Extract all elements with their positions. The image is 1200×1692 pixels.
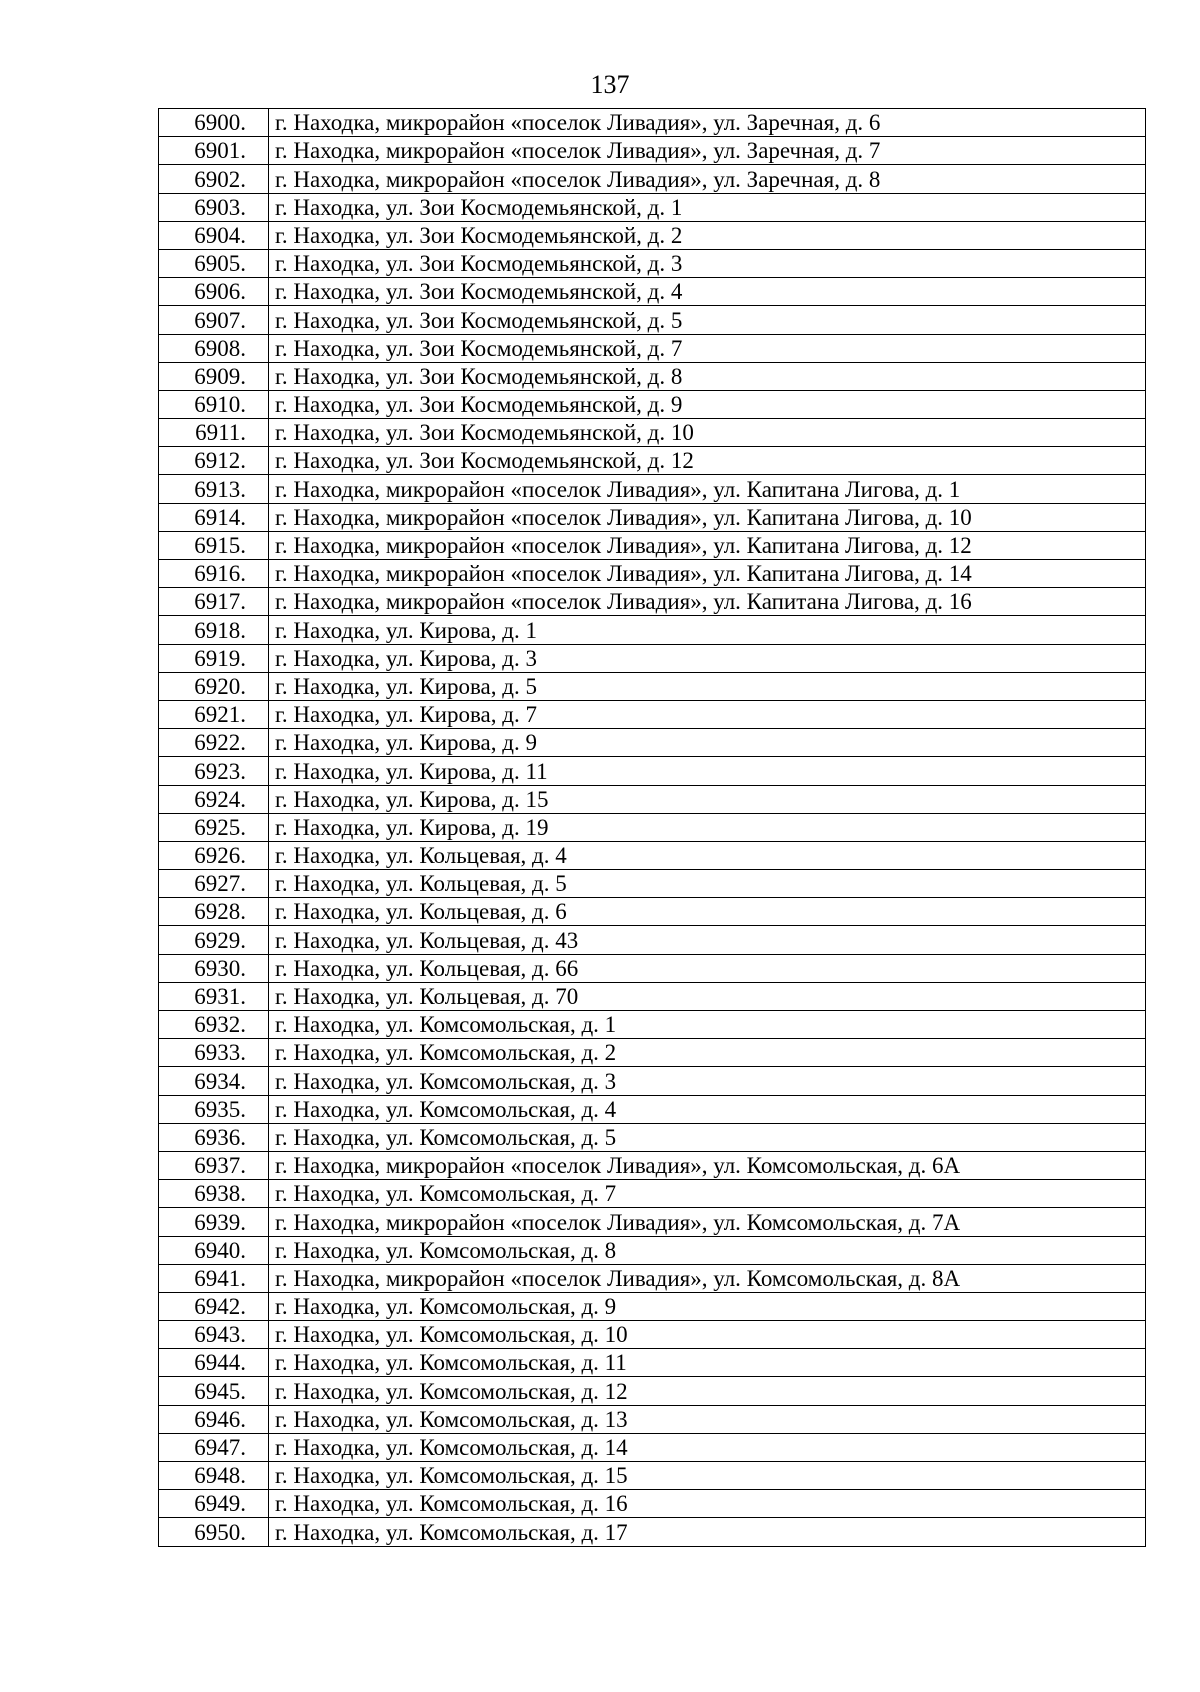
- row-number-cell: 6944.: [159, 1349, 269, 1377]
- row-number-cell: 6903.: [159, 193, 269, 221]
- row-number-cell: 6936.: [159, 1123, 269, 1151]
- row-number-cell: 6924.: [159, 785, 269, 813]
- row-number-cell: 6914.: [159, 503, 269, 531]
- address-cell: г. Находка, ул. Зои Космодемьянской, д. 4: [269, 278, 1146, 306]
- row-number-cell: 6938.: [159, 1180, 269, 1208]
- table-row: [159, 1518, 1146, 1546]
- table-row: [159, 1039, 1146, 1067]
- address-cell: г. Находка, ул. Зои Космодемьянской, д. 1: [269, 193, 1146, 221]
- table-row: [159, 221, 1146, 249]
- table-row: [159, 757, 1146, 785]
- address-cell: г. Находка, микрорайон «поселок Ливадия», ул. Капитана Лигова, д. 12: [269, 531, 1146, 559]
- row-number-cell: 6906.: [159, 278, 269, 306]
- address-registry-table: [158, 108, 1146, 1547]
- table-row: [159, 785, 1146, 813]
- row-number-cell: 6908.: [159, 334, 269, 362]
- table-row: [159, 503, 1146, 531]
- address-cell: г. Находка, ул. Комсомольская, д. 5: [269, 1123, 1146, 1151]
- address-cell: г. Находка, микрорайон «поселок Ливадия», ул. Заречная, д. 7: [269, 137, 1146, 165]
- row-number-cell: 6917.: [159, 588, 269, 616]
- table-row: [159, 390, 1146, 418]
- table-row: [159, 1067, 1146, 1095]
- address-cell: г. Находка, ул. Зои Космодемьянской, д. 10: [269, 419, 1146, 447]
- row-number-cell: 6928.: [159, 898, 269, 926]
- row-number-cell: 6930.: [159, 954, 269, 982]
- table-row: [159, 1236, 1146, 1264]
- row-number-cell: 6935.: [159, 1095, 269, 1123]
- address-cell: г. Находка, ул. Зои Космодемьянской, д. 9: [269, 390, 1146, 418]
- address-cell: г. Находка, ул. Кирова, д. 7: [269, 700, 1146, 728]
- address-cell: г. Находка, ул. Комсомольская, д. 9: [269, 1292, 1146, 1320]
- row-number-cell: 6909.: [159, 362, 269, 390]
- row-number-cell: 6919.: [159, 644, 269, 672]
- row-number-cell: 6948.: [159, 1462, 269, 1490]
- address-cell: г. Находка, микрорайон «поселок Ливадия», ул. Капитана Лигова, д. 16: [269, 588, 1146, 616]
- address-cell: г. Находка, ул. Кольцевая, д. 43: [269, 926, 1146, 954]
- row-number-cell: 6902.: [159, 165, 269, 193]
- address-cell: г. Находка, ул. Кольцевая, д. 66: [269, 954, 1146, 982]
- row-number-cell: 6934.: [159, 1067, 269, 1095]
- table-row: [159, 1321, 1146, 1349]
- table-row: [159, 1151, 1146, 1179]
- address-cell: г. Находка, микрорайон «поселок Ливадия», ул. Капитана Лигова, д. 1: [269, 475, 1146, 503]
- row-number-cell: 6941.: [159, 1264, 269, 1292]
- address-cell: г. Находка, ул. Зои Космодемьянской, д. 5: [269, 306, 1146, 334]
- table-row: [159, 982, 1146, 1010]
- table-row: [159, 193, 1146, 221]
- table-row: [159, 137, 1146, 165]
- address-cell: г. Находка, ул. Кирова, д. 3: [269, 644, 1146, 672]
- table-row: [159, 278, 1146, 306]
- address-cell: г. Находка, ул. Комсомольская, д. 12: [269, 1377, 1146, 1405]
- row-number-cell: 6915.: [159, 531, 269, 559]
- address-cell: г. Находка, микрорайон «поселок Ливадия», ул. Комсомольская, д. 8А: [269, 1264, 1146, 1292]
- table-row: [159, 1180, 1146, 1208]
- address-cell: г. Находка, ул. Кирова, д. 1: [269, 616, 1146, 644]
- table-row: [159, 1405, 1146, 1433]
- row-number-cell: 6942.: [159, 1292, 269, 1320]
- row-number-cell: 6922.: [159, 729, 269, 757]
- row-number-cell: 6923.: [159, 757, 269, 785]
- row-number-cell: 6940.: [159, 1236, 269, 1264]
- address-cell: г. Находка, ул. Кольцевая, д. 5: [269, 870, 1146, 898]
- address-cell: г. Находка, ул. Комсомольская, д. 10: [269, 1321, 1146, 1349]
- row-number-cell: 6920.: [159, 672, 269, 700]
- address-cell: г. Находка, ул. Кирова, д. 11: [269, 757, 1146, 785]
- table-row: [159, 334, 1146, 362]
- table-row: [159, 165, 1146, 193]
- address-cell: г. Находка, ул. Комсомольская, д. 15: [269, 1462, 1146, 1490]
- table-row: [159, 1490, 1146, 1518]
- table-row: [159, 813, 1146, 841]
- table-row: [159, 644, 1146, 672]
- address-cell: г. Находка, ул. Зои Космодемьянской, д. 2: [269, 221, 1146, 249]
- table-row: [159, 926, 1146, 954]
- row-number-cell: 6904.: [159, 221, 269, 249]
- row-number-cell: 6911.: [159, 419, 269, 447]
- address-cell: г. Находка, ул. Кирова, д. 5: [269, 672, 1146, 700]
- address-cell: г. Находка, микрорайон «поселок Ливадия», ул. Капитана Лигова, д. 14: [269, 560, 1146, 588]
- table-row: [159, 954, 1146, 982]
- row-number-cell: 6925.: [159, 813, 269, 841]
- address-cell: г. Находка, ул. Кирова, д. 15: [269, 785, 1146, 813]
- table-row: [159, 1462, 1146, 1490]
- row-number-cell: 6937.: [159, 1151, 269, 1179]
- table-row: [159, 1123, 1146, 1151]
- row-number-cell: 6913.: [159, 475, 269, 503]
- row-number-cell: 6929.: [159, 926, 269, 954]
- table-row: [159, 475, 1146, 503]
- table-row: [159, 306, 1146, 334]
- table-row: [159, 616, 1146, 644]
- table-row: [159, 419, 1146, 447]
- row-number-cell: 6927.: [159, 870, 269, 898]
- table-row: [159, 531, 1146, 559]
- row-number-cell: 6945.: [159, 1377, 269, 1405]
- table-row: [159, 1208, 1146, 1236]
- address-cell: г. Находка, ул. Зои Космодемьянской, д. 8: [269, 362, 1146, 390]
- row-number-cell: 6943.: [159, 1321, 269, 1349]
- table-row: [159, 1264, 1146, 1292]
- address-cell: г. Находка, ул. Комсомольская, д. 3: [269, 1067, 1146, 1095]
- table-row: [159, 109, 1146, 137]
- table-row: [159, 1433, 1146, 1461]
- table-row: [159, 870, 1146, 898]
- row-number-cell: 6949.: [159, 1490, 269, 1518]
- address-cell: г. Находка, ул. Комсомольская, д. 11: [269, 1349, 1146, 1377]
- row-number-cell: 6933.: [159, 1039, 269, 1067]
- table-row: [159, 700, 1146, 728]
- table-row: [159, 588, 1146, 616]
- page-number: 137: [590, 70, 630, 99]
- address-cell: г. Находка, ул. Комсомольская, д. 17: [269, 1518, 1146, 1546]
- address-cell: г. Находка, ул. Комсомольская, д. 7: [269, 1180, 1146, 1208]
- address-cell: г. Находка, ул. Комсомольская, д. 4: [269, 1095, 1146, 1123]
- row-number-cell: 6947.: [159, 1433, 269, 1461]
- row-number-cell: 6901.: [159, 137, 269, 165]
- table-row: [159, 729, 1146, 757]
- row-number-cell: 6931.: [159, 982, 269, 1010]
- row-number-cell: 6905.: [159, 249, 269, 277]
- table-row: [159, 560, 1146, 588]
- address-cell: г. Находка, микрорайон «поселок Ливадия», ул. Комсомольская, д. 6А: [269, 1151, 1146, 1179]
- row-number-cell: 6932.: [159, 1011, 269, 1039]
- address-cell: г. Находка, микрорайон «поселок Ливадия», ул. Заречная, д. 8: [269, 165, 1146, 193]
- address-cell: г. Находка, ул. Комсомольская, д. 1: [269, 1011, 1146, 1039]
- row-number-cell: 6918.: [159, 616, 269, 644]
- row-number-cell: 6950.: [159, 1518, 269, 1546]
- address-cell: г. Находка, ул. Комсомольская, д. 8: [269, 1236, 1146, 1264]
- table-row: [159, 1377, 1146, 1405]
- row-number-cell: 6910.: [159, 390, 269, 418]
- row-number-cell: 6900.: [159, 109, 269, 137]
- table-row: [159, 672, 1146, 700]
- table-row: [159, 1011, 1146, 1039]
- address-cell: г. Находка, ул. Зои Космодемьянской, д. 7: [269, 334, 1146, 362]
- table-row: [159, 898, 1146, 926]
- address-cell: г. Находка, ул. Кольцевая, д. 6: [269, 898, 1146, 926]
- address-cell: г. Находка, ул. Зои Космодемьянской, д. 12: [269, 447, 1146, 475]
- row-number-cell: 6921.: [159, 700, 269, 728]
- address-cell: г. Находка, микрорайон «поселок Ливадия», ул. Заречная, д. 6: [269, 109, 1146, 137]
- address-cell: г. Находка, ул. Комсомольская, д. 16: [269, 1490, 1146, 1518]
- table-row: [159, 362, 1146, 390]
- table-row: [159, 1292, 1146, 1320]
- address-cell: г. Находка, ул. Кольцевая, д. 70: [269, 982, 1146, 1010]
- row-number-cell: 6907.: [159, 306, 269, 334]
- row-number-cell: 6916.: [159, 560, 269, 588]
- table-row: [159, 1095, 1146, 1123]
- address-cell: г. Находка, микрорайон «поселок Ливадия», ул. Комсомольская, д. 7А: [269, 1208, 1146, 1236]
- row-number-cell: 6939.: [159, 1208, 269, 1236]
- row-number-cell: 6946.: [159, 1405, 269, 1433]
- address-cell: г. Находка, ул. Кольцевая, д. 4: [269, 841, 1146, 869]
- address-cell: г. Находка, микрорайон «поселок Ливадия», ул. Капитана Лигова, д. 10: [269, 503, 1146, 531]
- row-number-cell: 6912.: [159, 447, 269, 475]
- address-cell: г. Находка, ул. Кирова, д. 19: [269, 813, 1146, 841]
- row-number-cell: 6926.: [159, 841, 269, 869]
- table-row: [159, 249, 1146, 277]
- address-cell: г. Находка, ул. Комсомольская, д. 14: [269, 1433, 1146, 1461]
- table-row: [159, 1349, 1146, 1377]
- table-row: [159, 447, 1146, 475]
- table-row: [159, 841, 1146, 869]
- address-cell: г. Находка, ул. Комсомольская, д. 2: [269, 1039, 1146, 1067]
- address-cell: г. Находка, ул. Комсомольская, д. 13: [269, 1405, 1146, 1433]
- address-cell: г. Находка, ул. Зои Космодемьянской, д. 3: [269, 249, 1146, 277]
- registry-table-body: [159, 109, 1146, 1547]
- address-cell: г. Находка, ул. Кирова, д. 9: [269, 729, 1146, 757]
